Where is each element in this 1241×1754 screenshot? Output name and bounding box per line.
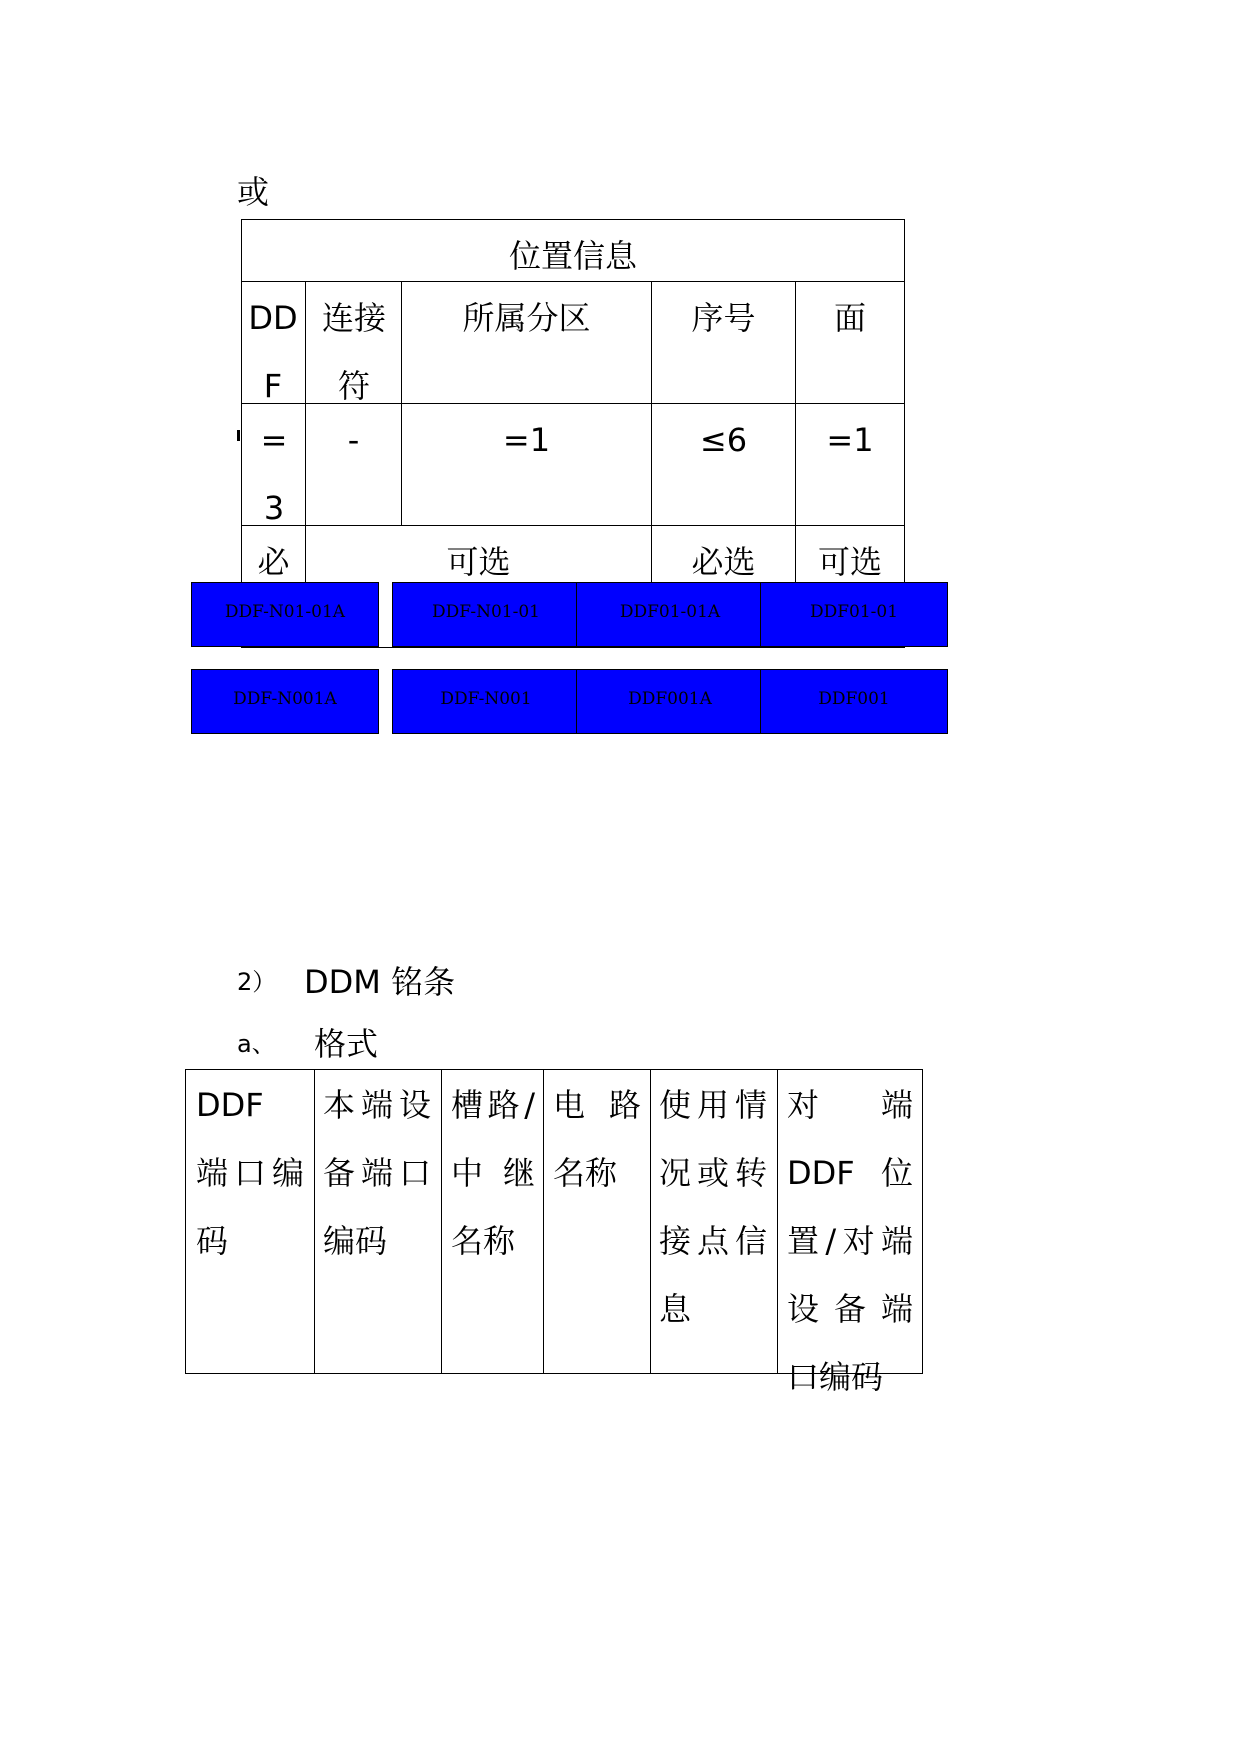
header-ddf-port-code: DDF 端口编码 <box>196 1086 304 1260</box>
header-usage-info: 使用情况或转接点信息 <box>659 1086 767 1328</box>
col-header-sequence: 序号 <box>691 299 756 337</box>
col-header-connector: 连接符 <box>321 299 386 405</box>
col-header-face: 面 <box>833 299 866 337</box>
req-ddf: 必 <box>257 543 290 581</box>
req-face: 可选 <box>817 543 882 581</box>
value-ddf: =3 <box>260 421 288 527</box>
blue-label-box: DDF-N001 <box>392 669 580 734</box>
blue-label-box: DDF-N001A <box>191 669 379 734</box>
blue-label-box: DDF-N01-01 <box>392 582 580 647</box>
blue-label-box: DDF01-01 <box>760 582 948 647</box>
header-remote-ddf-port: 对端DDF位置/对端设备端口编码 <box>787 1086 913 1396</box>
header-local-port-code: 本端设备端口编码 <box>323 1086 431 1260</box>
blue-label-box: DDF-N01-01A <box>191 582 379 647</box>
value-face: =1 <box>826 421 874 459</box>
table1-title: 位置信息 <box>508 237 637 275</box>
req-sequence: 必选 <box>691 543 756 581</box>
header-circuit-name: 电路名称 <box>553 1086 641 1192</box>
subsection-number: a、 <box>237 1030 276 1058</box>
col-header-partition: 所属分区 <box>462 299 591 337</box>
subsection-title: 格式 <box>314 1025 379 1063</box>
req-optional: 可选 <box>446 543 511 581</box>
section-number: 2） <box>237 968 277 996</box>
section-title: DDM 铭条 <box>304 963 456 1001</box>
value-connector: - <box>347 421 360 459</box>
blue-label-box: DDF01-01A <box>576 582 764 647</box>
edge-mark <box>237 430 240 441</box>
value-partition: =1 <box>502 421 551 459</box>
value-sequence: ≤6 <box>699 421 748 459</box>
header-slot-trunk-name: 槽路/中继名称 <box>451 1086 535 1260</box>
blue-label-box: DDF001A <box>576 669 764 734</box>
blue-label-box: DDF001 <box>760 669 948 734</box>
or-label: 或 <box>237 173 270 211</box>
col-header-ddf: DDF <box>248 299 298 405</box>
